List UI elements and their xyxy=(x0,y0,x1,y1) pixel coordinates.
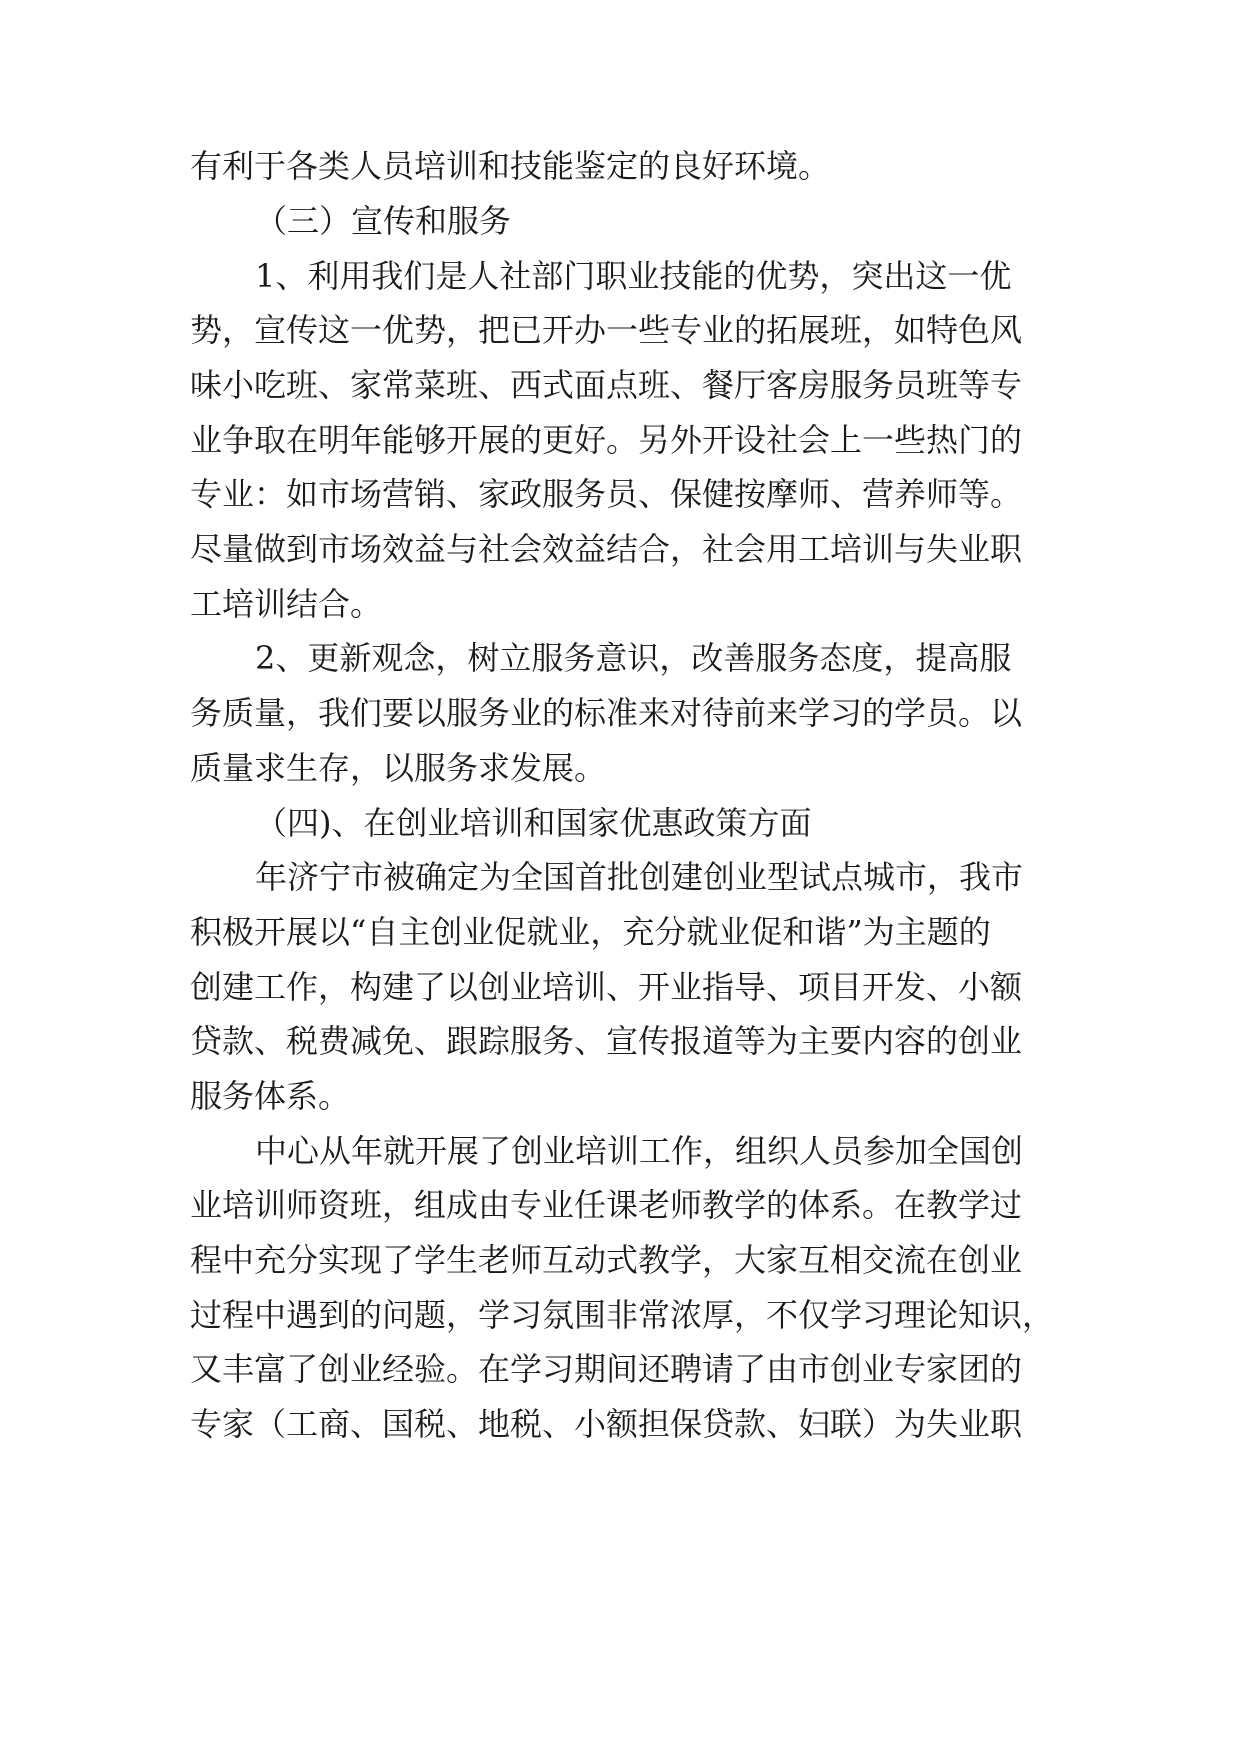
paragraph-line: 1、利用我们是人社部门职业技能的优势，突出这一优 xyxy=(255,257,1012,295)
paragraph-line: 过程中遇到的问题，学习氛围非常浓厚，不仅学习理论知识， xyxy=(190,1296,1055,1334)
paragraph-line: 2、更新观念，树立服务意识，改善服务态度，提高服 xyxy=(255,639,1012,677)
paragraph-line: 工培训结合。 xyxy=(190,585,383,623)
paragraph-line: 势，宣传这一优势，把已开办一些专业的拓展班，如特色风 xyxy=(190,311,1023,349)
paragraph-line: 味小吃班、家常菜班、西式面点班、餐厅客房服务员班等专 xyxy=(190,366,1023,404)
paragraph-line: 业争取在明年能够开展的更好。另外开设社会上一些热门的 xyxy=(190,421,1023,459)
paragraph-line: 创建工作，构建了以创业培训、开业指导、项目开发、小额 xyxy=(190,968,1023,1006)
paragraph-line: 尽量做到市场效益与社会效益结合，社会用工培训与失业职 xyxy=(190,530,1023,568)
paragraph-line: 年济宁市被确定为全国首批创建创业型试点城市，我市 xyxy=(255,858,1024,896)
paragraph-line: 专家（工商、国税、地税、小额担保贷款、妇联）为失业职 xyxy=(190,1405,1023,1443)
section-heading: （三）宣传和服务 xyxy=(255,202,512,240)
paragraph-line: 专业：如市场营销、家政服务员、保健按摩师、营养师等。 xyxy=(190,475,1023,513)
paragraph-line: 有利于各类人员培训和技能鉴定的良好环境。 xyxy=(190,147,831,185)
paragraph-line: 务质量，我们要以服务业的标准来对待前来学习的学员。以 xyxy=(190,694,1023,732)
paragraph-line: 程中充分实现了学生老师互动式教学，大家互相交流在创业 xyxy=(190,1241,1023,1279)
paragraph-line: 服务体系。 xyxy=(190,1077,351,1115)
paragraph-line: 积极开展以“自主创业促就业，充分就业促和谐”为主题的 xyxy=(190,913,991,951)
paragraph-line: 中心从年就开展了创业培训工作，组织人员参加全国创 xyxy=(255,1132,1024,1170)
section-heading: （四)、在创业培训和国家优惠政策方面 xyxy=(255,804,812,842)
paragraph-line: 业培训师资班，组成由专业任课老师教学的体系。在教学过 xyxy=(190,1186,1023,1224)
paragraph-line: 质量求生存，以服务求发展。 xyxy=(190,749,607,787)
paragraph-line: 又丰富了创业经验。在学习期间还聘请了由市创业专家团的 xyxy=(190,1350,1023,1388)
paragraph-line: 贷款、税费减免、跟踪服务、宣传报道等为主要内容的创业 xyxy=(190,1022,1023,1060)
